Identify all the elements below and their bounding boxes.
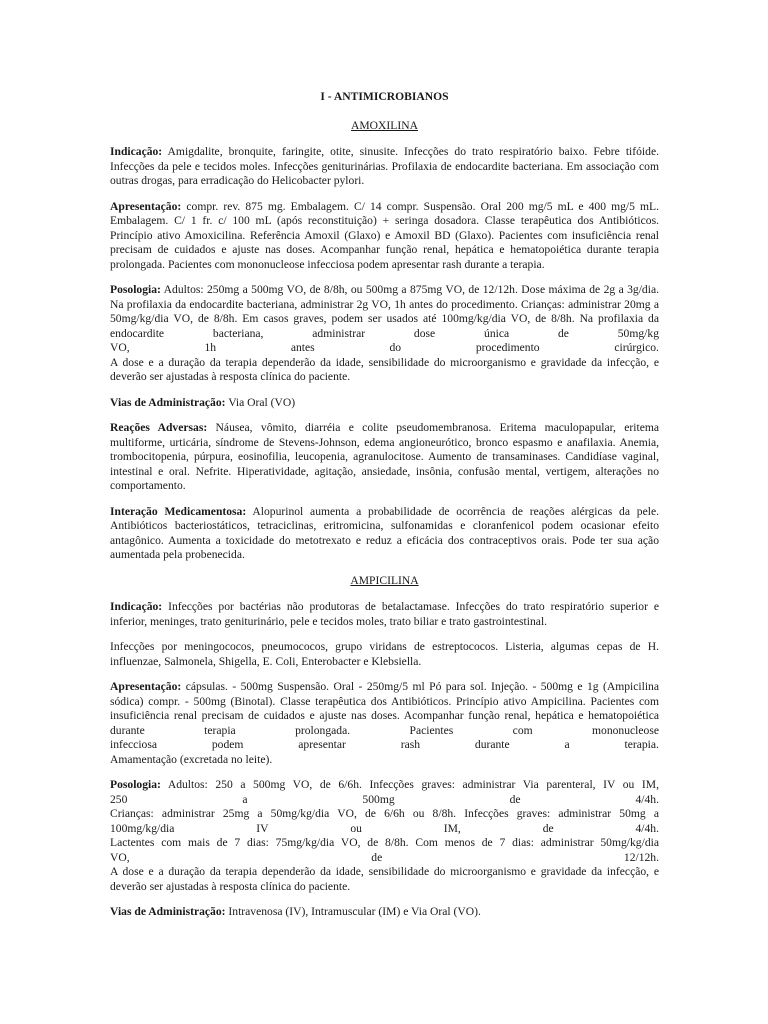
word: 12/12h. bbox=[623, 850, 659, 864]
amoxilina-vias bbox=[110, 396, 659, 411]
word: terapia. bbox=[624, 738, 659, 751]
word: infecciosa bbox=[110, 738, 157, 751]
text: Lactentes com mais de 7 dias: 75mg/kg/dia VO, de 8/8h. Com menos de 7 dias: administrar 50mg/kg/dia bbox=[110, 836, 659, 849]
word: ou bbox=[350, 821, 362, 835]
spread-line bbox=[110, 738, 659, 753]
amoxilina-apresentacao bbox=[110, 200, 659, 273]
spread-line bbox=[110, 851, 659, 866]
text: Adultos: 250 a 500mg VO, de 6/6h. Infecções graves: administrar Via parenteral, IV ou IM, bbox=[167, 778, 659, 791]
text: Infecções por bactérias não produtoras de betalactamase. Infecções do trato respiratório superior e inferior, meninges, trato geniturinário, pele e tecidos moles, trato biliar e trato gastrointestinal. bbox=[110, 600, 659, 628]
word: IV bbox=[256, 821, 269, 835]
text: Amigdalite, bronquite, faringite, otite, sinusite. Infecções do trato respiratório baixo. Febre tifóide. Infecções da pele e tecidos moles. Infecções geniturinárias. Profilaxia de endocardite bacteriana. Em associação com outras drogas, para erradicação do Helicobacter pylori. bbox=[110, 145, 659, 187]
label: Vias de Administração: bbox=[110, 905, 226, 918]
text: Amamentação (excretada no leite). bbox=[110, 752, 273, 766]
word: de bbox=[542, 821, 554, 835]
text: compr. rev. 875 mg. Embalagem. C/ 14 compr. Suspensão. Oral 200 mg/5 mL e 400 mg/5 mL. Embalagem. C/ 1 fr. c/ 100 mL (após reconstituição) + seringa dosadora. Classe terapêutica dos Antibióticos. Princípio ativo Amoxicilina. Referência Amoxil (Glaxo) e Amoxil BD (Glaxo). Pacientes com insuficiência renal precisam de cuidados e ajuste nas doses. Acompanhar função renal, hepática e hematopoiética durante terapia prolongada. Pacientes com mononucleose infecciosa podem apresentar rash durante a terapia. bbox=[110, 199, 659, 271]
label: Posologia: bbox=[110, 283, 161, 296]
word: de bbox=[371, 850, 383, 864]
word: antes bbox=[290, 341, 315, 354]
text: A dose e a duração da terapia dependerão da idade, sensibilidade do microorganismo e gravidade da infecção, e deverão ser ajustadas à resposta clínica do paciente. bbox=[110, 865, 659, 893]
text: Náusea, vômito, diarréia e colite pseudomembranosa. Eritema maculopapular, eritema multiforme, urticária, síndrome de Stevens-Johnson, edema angioneurótico, bronco espasmo e anafilaxia. Anemia, trombocitopenia, púrpura, eosinofilia, leucopenia, agranulocitose. Aumento de transaminases. Candidíase vaginal, intestinal e oral. Nefrite. Hiperatividade, agitação, ansiedade, insônia, confusão mental, vertigem, alterações no comportamento. bbox=[110, 421, 660, 492]
text: Crianças: administrar 25mg a 50mg/kg/dia VO, de 6/6h ou 8/8h. Infecções graves: administrar 50mg a bbox=[110, 807, 659, 820]
label: Vias de Administração: bbox=[110, 395, 226, 409]
chapter-title: I - ANTIMICROBIANOS bbox=[320, 90, 449, 103]
word: VO, bbox=[110, 341, 130, 354]
ampicilina-vias bbox=[110, 905, 659, 920]
ampicilina-apresentacao bbox=[110, 680, 659, 767]
word: do bbox=[389, 341, 402, 354]
text: Adultos: 250mg a 500mg VO, de 8/8h, ou 500mg a 875mg VO, de 12/12h. Dose máxima de 2g a 3g/dia. Na profilaxia da endocardite bacteriana, administrar 2g VO, 1h antes do procedimento. Crianças: administrar 20mg a 50mg/kg/dia VO, de 8/8h. Em casos graves, podem ser usados até 100mg/kg/dia VO, de 8/8h. Na profilaxia da endocardite bacteriana, administrar dose única de 50mg/kg bbox=[110, 283, 659, 340]
word: a bbox=[242, 792, 248, 806]
ampicilina-infeccoes: Infecções por meningococos, pneumococos, grupo viridans de estreptococos. Listeria, algumas cepas de H. influenzae, Salmonela, Shigella, E. Coli, Enterobacter e Klebsiella. bbox=[110, 640, 659, 668]
word: cirúrgico. bbox=[614, 341, 659, 354]
word: procedimento bbox=[475, 341, 540, 354]
ampicilina-indicacao bbox=[110, 600, 659, 629]
label: Reações Adversas: bbox=[110, 421, 208, 434]
amoxilina-posologia bbox=[110, 283, 659, 385]
word: 250 bbox=[110, 792, 128, 806]
text: A dose e a duração da terapia dependerão da idade, sensibilidade do microorganismo e gravidade da infecção, e deverão ser ajustadas à resposta clínica do paciente. bbox=[110, 355, 659, 383]
text: cápsulas. - 500mg Suspensão. Oral - 250mg/5 ml Pó para sol. Injeção. - 500mg e 1g (Ampicilina sódica) compr. - 500mg (Binotal). Classe terapêutica dos Antibióticos. Princípio ativo Ampicilina. Pacientes com insuficiência renal precisam de cuidados e ajuste nas doses. Acompanhar função renal, hepática e hematopoiética durante terapia prolongada. Pacientes com mononucleose bbox=[110, 680, 659, 737]
drug-heading-amoxilina: AMOXILINA bbox=[351, 118, 418, 132]
amoxilina-indicacao bbox=[110, 145, 659, 189]
word: apresentar bbox=[298, 738, 346, 751]
spread-line bbox=[110, 793, 659, 808]
drug-heading-ampicilina: AMPICILINA bbox=[350, 573, 419, 587]
label: Indicação: bbox=[110, 145, 163, 158]
word: rash bbox=[400, 738, 421, 751]
word: 100mg/kg/dia bbox=[110, 821, 175, 835]
text: Alopurinol aumenta a probabilidade de ocorrência de reações alérgicas da pele. Antibióticos bacteriostáticos, tetraciclinas, eritromicina, sulfonamidas e cloranfenicol podem ocasionar efeito antagônico. Aumenta a toxicidade do metotrexato e reduz a eficácia dos contraceptivos orais. Pode ter sua ação aumentada pela probenecida. bbox=[110, 504, 659, 561]
amoxilina-interacao bbox=[110, 505, 659, 563]
label: Posologia: bbox=[110, 778, 161, 791]
word: a bbox=[564, 738, 570, 751]
word: 1h bbox=[204, 341, 217, 354]
document-page bbox=[110, 90, 659, 931]
spread-line bbox=[110, 341, 659, 356]
word: durante bbox=[474, 738, 510, 751]
label: Apresentação: bbox=[110, 199, 182, 213]
label: Apresentação: bbox=[110, 680, 182, 693]
label: Interação Medicamentosa: bbox=[110, 504, 247, 518]
word: de bbox=[509, 792, 521, 806]
word: 4/4h. bbox=[635, 792, 659, 806]
text: Intravenosa (IV), Intramuscular (IM) e Via Oral (VO). bbox=[228, 905, 481, 918]
word: IM, bbox=[443, 821, 461, 835]
label: Indicação: bbox=[110, 600, 163, 613]
amoxilina-reacoes bbox=[110, 421, 659, 494]
word: VO, bbox=[110, 850, 130, 864]
spread-line bbox=[110, 822, 659, 837]
word: podem bbox=[211, 738, 244, 751]
word: 500mg bbox=[362, 792, 395, 806]
word: 4/4h. bbox=[635, 821, 659, 835]
ampicilina-posologia bbox=[110, 778, 659, 894]
text: Via Oral (VO) bbox=[228, 395, 296, 409]
